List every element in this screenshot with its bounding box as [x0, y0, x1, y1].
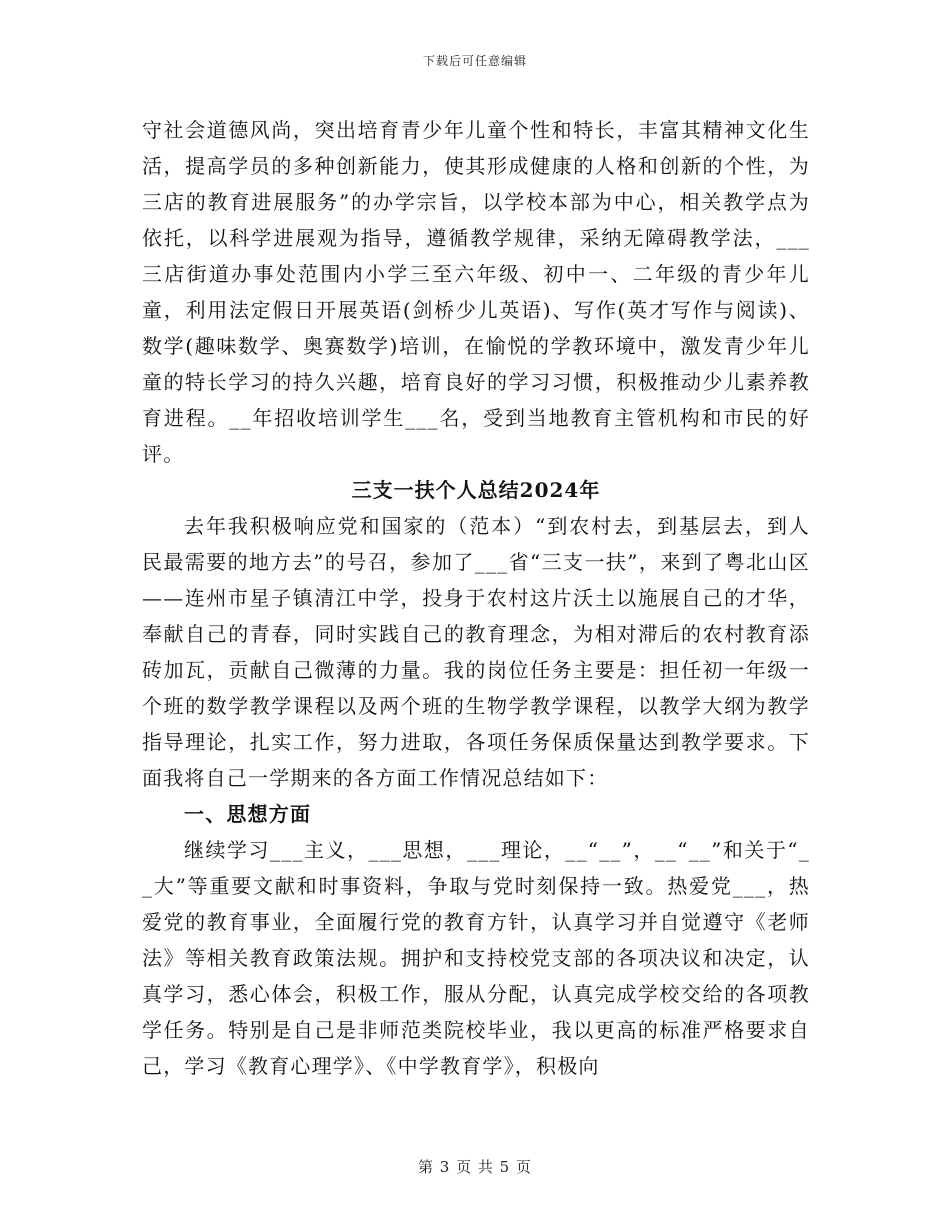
thought-paragraph: 继续学习___主义，___思想，___理论，__“__”，__“__”和关于“__大”等重要文献和时事资料，争取与党时刻保持一致。热爱党___，热爱党的教育事业，全面履行党的教育方针，认真学习并自觉遵守《老师法》等相关教育政策法规。拥护和支持校党支部的各项决议和决定，认真学习，悉心体会，积极工作，服从分配，认真完成学校交给的各项教学任务。特别是自己是非师范类院校毕业，我以更高的标准严格要求自己，学习《教育心理学》、《中学教育学》，积极向 — [142, 838, 810, 1078]
summary-paragraph: 去年我积极响应党和国家的（范本）“到农村去，到基层去，到人民最需要的地方去”的号召，参加了___省“三支一扶”，来到了粤北山区——连州市星子镇清江中学，投身于农村这片沃土以施展自己的才华，奉献自己的青春，同时实践自己的教育理念，为相对滞后的农村教育添砖加瓦，贡献自己微薄的力量。我的岗位任务主要是：担任初一年级一个班的数学教学课程以及两个班的生物学教学课程，以教学大纲为教学指导理论，扎实工作，努力进取，各项任务保质保量达到教学要求。下面我将自己一学期来的各方面工作情况总结如下： — [142, 514, 810, 790]
document-body — [142, 112, 810, 1084]
section-title: 三支一扶个人总结2024年 — [351, 478, 601, 502]
page-header: 下载后可任意编辑 — [422, 54, 527, 68]
heading-thought: 一、思想方面 — [184, 802, 312, 826]
page-footer: 第 3 页 共 5 页 — [418, 1158, 532, 1176]
intro-paragraph: 守社会道德风尚，突出培育青少年儿童个性和特长，丰富其精神文化生活，提高学员的多种创新能力，使其形成健康的人格和创新的个性，为三店的教育进展服务”的办学宗旨，以学校本部为中心，相关教学点为依托，以科学进展观为指导，遵循教学规律，采纳无障碍教学法，___三店街道办事处范围内小学三至六年级、初中一、二年级的青少年儿童，利用法定假日开展英语(剑桥少儿英语)、写作(英才写作与阅读)、数学(趣味数学、奥赛数学)培训，在愉悦的学教环境中，激发青少年儿童的特长学习的持久兴趣，培育良好的学习习惯，积极推动少儿素养教育进程。__年招收培训学生___名，受到当地教育主管机构和市民的好评。 — [142, 118, 810, 466]
